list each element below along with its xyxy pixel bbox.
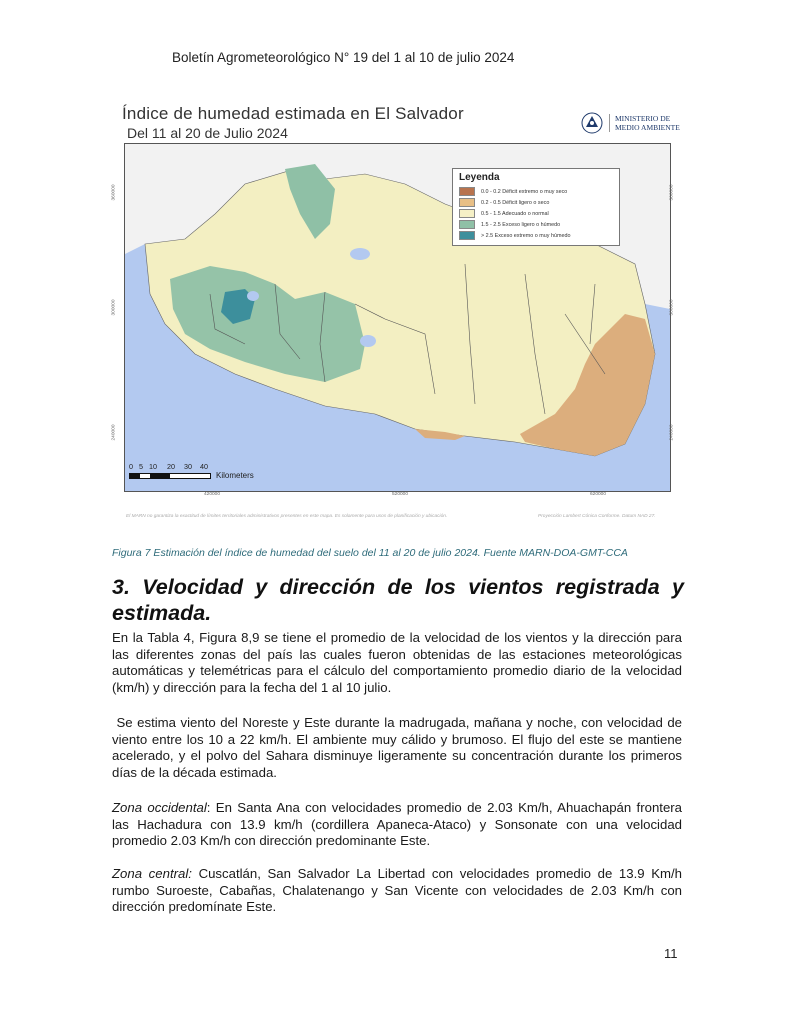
coord-left: 240000 (111, 424, 117, 441)
figure-caption: Figura 7 Estimación del índice de humedad del suelo del 11 al 20 de julio 2024. Fuente MARN-DOA-GMT-CCA (112, 547, 628, 559)
coord-bottom: 520000 (392, 492, 409, 497)
zone-label: Zona occidental (112, 800, 207, 815)
coat-of-arms-icon (581, 112, 603, 134)
ministry-line-1: MINISTERIO DE (615, 114, 671, 123)
legend-title: Leyenda (459, 172, 500, 183)
legend-item: 0.5 - 1.5 Adecuado o normal (459, 209, 549, 218)
map-title: Índice de humedad estimada en El Salvador (122, 104, 464, 123)
coord-right: 300000 (669, 299, 675, 316)
coord-bottom: 620000 (590, 492, 607, 497)
map-projection: Proyección Lambert Cónica Conforme. Datum NAD 27. (538, 514, 656, 519)
map-disclaimer: El MARN no garantiza la exactitud de límites territoriales administrativos presentes en este mapa. Es solamente para usos de planificación y ubicación. (126, 514, 448, 519)
humidity-map (124, 143, 671, 492)
scale-ticks: 0 5 10 20 30 40 (129, 462, 208, 471)
zone-text: Cuscatlán, San Salvador La Libertad con velocidades promedio de 13.9 Km/h rumbo Suroeste, Cabañas, Chalatenango y San Vicente con velocidades de 2.03 Km/h con dirección predomínate Este. (112, 866, 682, 915)
legend-item: 0.0 - 0.2 Déficit extremo o muy seco (459, 187, 567, 196)
legend-swatch (459, 209, 475, 218)
map-subtitle: Del 11 al 20 de Julio 2024 (127, 125, 288, 141)
coord-left: 300000 (111, 299, 117, 316)
coord-left: 360000 (111, 184, 117, 201)
paragraph-2: Se estima viento del Noreste y Este durante la madrugada, mañana y noche, con velocidad de viento entre los 10 a 22 km/h. El ambiente muy cálido y brumoso. El flujo del este se mantiene acelerado, y el polvo del Sahara disminuye ligeramente su concentración durante los primeros días de la década estimada. (112, 715, 686, 780)
coord-right: 240000 (669, 424, 675, 441)
coord-right: 360000 (669, 184, 675, 201)
zone-label: Zona central: (112, 866, 192, 881)
scale-bar (129, 462, 254, 480)
legend-item: > 2.5 Exceso extremo o muy húmedo (459, 231, 570, 240)
page-number: 11 (664, 946, 678, 961)
section-title: 3. Velocidad y dirección de los vientos registrada y estimada. (112, 575, 684, 625)
legend-swatch (459, 198, 475, 207)
map-legend (452, 168, 620, 246)
legend-swatch (459, 231, 475, 240)
ministry-logo (581, 112, 680, 134)
legend-swatch (459, 187, 475, 196)
paragraph-4 (112, 866, 682, 916)
paragraph-1: En la Tabla 4, Figura 8,9 se tiene el promedio de la velocidad de los vientos y la dirección para las diferentes zonas del país las cuales fueron obtenidas de las estaciones meteorológicas automáticas y telemétricas para el cálculo del comportamiento promedio diario de la velocidad (km/h) y dirección para la fecha del 1 al 10 julio. (112, 630, 682, 695)
page-header: Boletín Agrometeorológico N° 19 del 1 al 10 de julio 2024 (172, 50, 515, 65)
legend-swatch (459, 220, 475, 229)
legend-item: 1.5 - 2.5 Exceso ligero o húmedo (459, 220, 560, 229)
ministry-line-2: MEDIO AMBIENTE (615, 123, 680, 132)
paragraph-3 (112, 800, 682, 850)
legend-item: 0.2 - 0.5 Déficit ligero o seco (459, 198, 549, 207)
coord-bottom: 420000 (204, 492, 221, 497)
scale-unit: Kilometers (216, 471, 254, 480)
zone-text: : En Santa Ana con velocidades promedio de 2.03 Km/h, Ahuachapán frontera las Hachadura con 13.9 km/h (cordillera Apaneca-Ataco) y Sonsonate con una velocidad promedio 2.03 Km/h con dirección predominante Este. (112, 800, 683, 849)
